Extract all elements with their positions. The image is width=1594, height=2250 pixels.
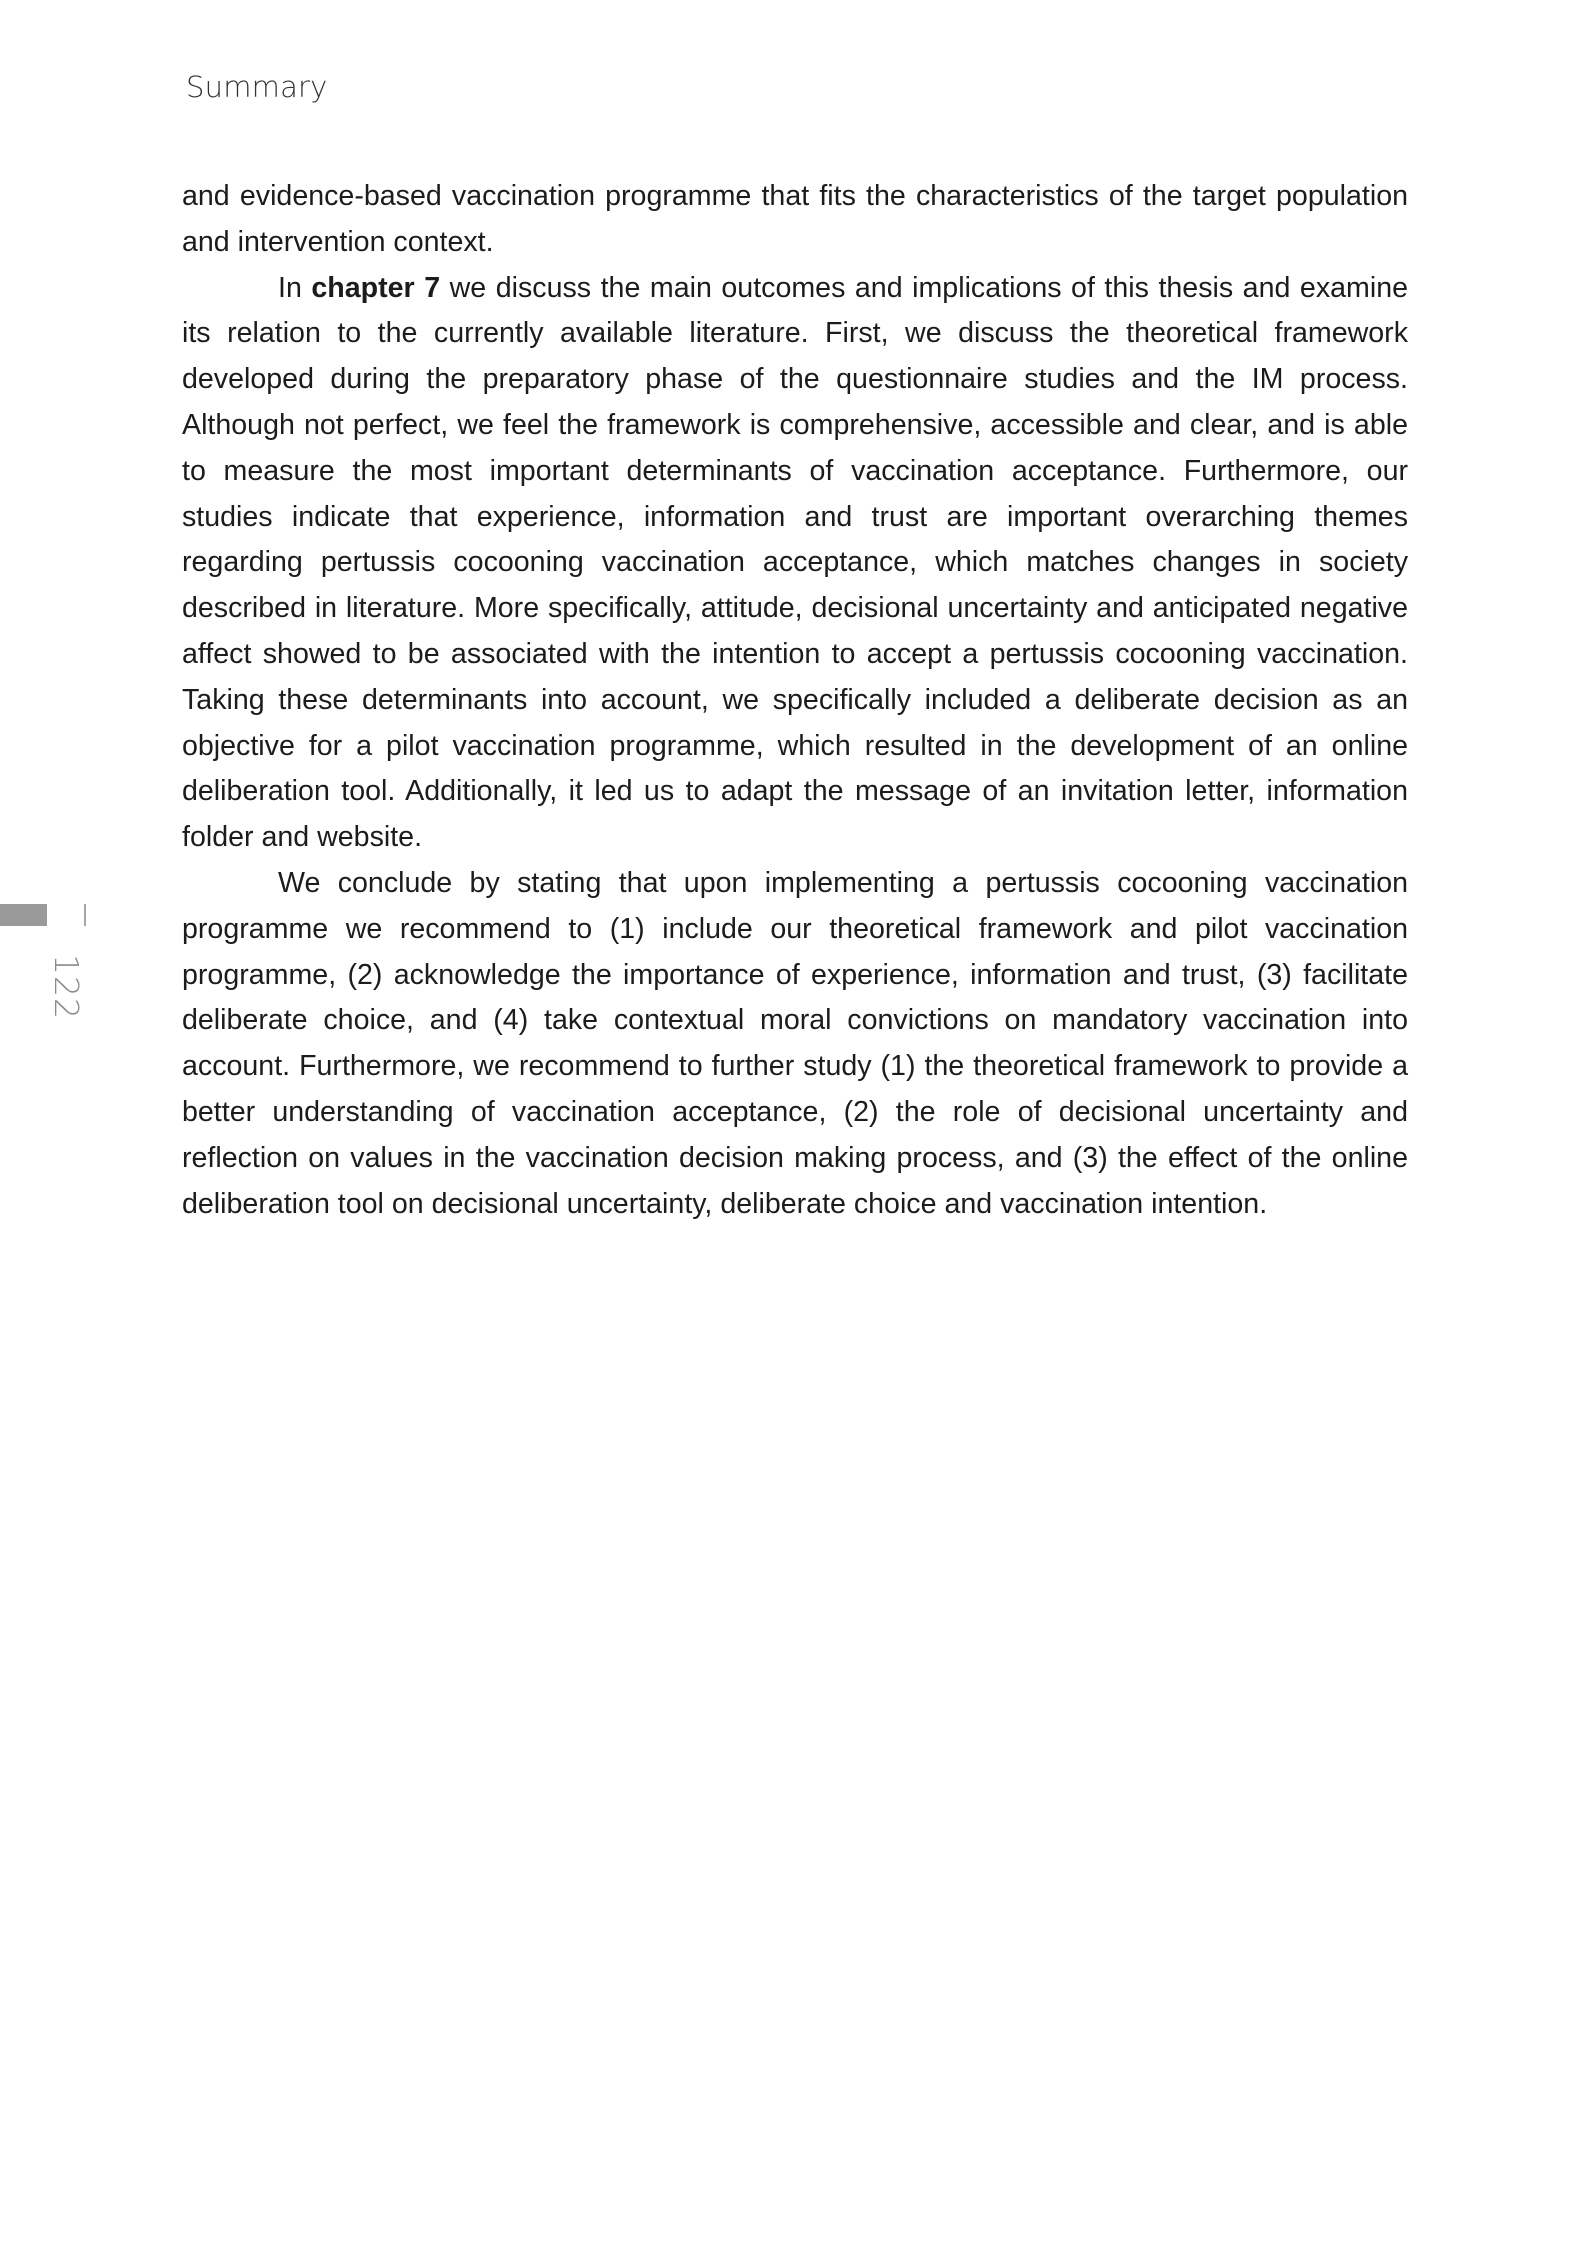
chapter-reference: chapter 7 [311, 271, 441, 304]
page-marker-tab [0, 904, 47, 926]
paragraph-lead: In [278, 271, 312, 304]
body-text [182, 174, 1408, 1227]
paragraph-conclusion: We conclude by stating that upon implementing a pertussis cocooning vaccination programme we recommend to (1) include our theoretical framework and pilot vaccination programme, (2) acknowledge the importance of experience, information and trust, (3) facilitate deliberate choice, and (4) take contextual moral convictions on mandatory vaccination into account. Furthermore, we recommend to further study (1) the theoretical framework to provide a better understanding of vaccination acceptance, (2) the role of decisional uncertainty and reflection on values in the vaccination decision making process, and (3) the effect of the online deliberation tool on decisional uncertainty, deliberate choice and vaccination intention. [182, 866, 1408, 1220]
paragraph-chapter-7 [182, 266, 1408, 861]
paragraph-body: we discuss the main outcomes and implications of this thesis and examine its relation to the currently available literature. First, we discuss the theoretical framework developed during the preparatory phase of the questionnaire studies and the IM process. Although not perfect, we feel the framework is comprehensive, accessible and clear, and is able to measure the most important determinants of vaccination acceptance. Furthermore, our studies indicate that experience, information and trust are important overarching themes regarding pertussis cocooning vaccination acceptance, which matches changes in society described in literature. More specifically, attitude, decisional uncertainty and anticipated negative affect showed to be associated with the intention to accept a pertussis cocooning vaccination. Taking these determinants into account, we specifically included a deliberate decision as an objective for a pilot vaccination programme, which resulted in the development of an online deliberation tool. Additionally, it led us to adapt the message of an invitation letter, information folder and website. [182, 271, 1408, 854]
running-header: Summary [186, 70, 328, 104]
page-marker [0, 904, 88, 1028]
paragraph-continuation: and evidence-based vaccination programme that fits the characteristics of the target population and intervention context. [182, 180, 1408, 258]
page-marker-rule [84, 904, 86, 926]
page-number: 122 [47, 954, 86, 1020]
